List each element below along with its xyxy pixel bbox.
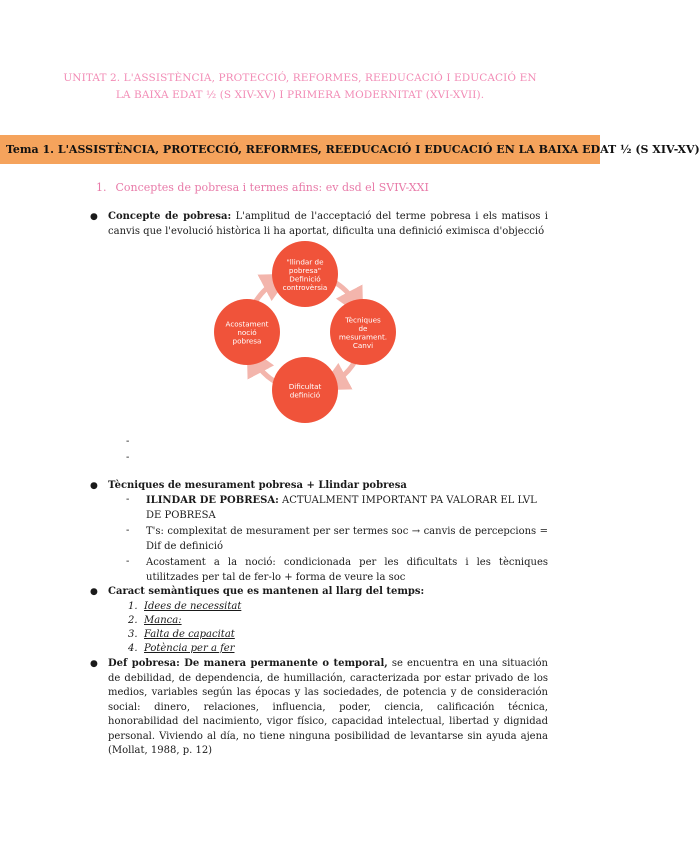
- unit-title-line-2: LA BAIXA EDAT ½ (S XIV-XV) I PRIMERA MODERNITAT (XVI-XVII).: [115, 89, 485, 101]
- caract-label: Caract semàntiques que es mantenen al llarg del temps:: [108, 586, 425, 597]
- tecniques-item-1-text: ACTUALMENT IMPORTANT PA VALORAR EL LVL DE POBRESA: [146, 495, 537, 521]
- unit-title-line-1: UNITAT 2. L'ASSISTÈNCIA, PROTECCIÓ, REFORMES, REEDUCACIÓ I EDUCACIÓ EN: [63, 72, 537, 84]
- unit-title: [60, 70, 540, 104]
- cycle-node-label: Acostament: [225, 319, 269, 329]
- dash-icon: -: [126, 494, 130, 505]
- cycle-node-label: Dificultat: [288, 381, 322, 391]
- cycle-node-label: mesurament.: [338, 332, 388, 342]
- cycle-node-label: pobresa: [232, 336, 262, 346]
- cycle-node-label: definició: [289, 390, 321, 400]
- concepte-label: Concepte de pobresa:: [108, 211, 232, 222]
- cycle-node: [330, 299, 396, 365]
- caract-item-1: [128, 600, 241, 615]
- tecniques-item-2: T's: complexitat de mesurament per ser termes soc → canvis de percepcions = Dif de definició: [146, 526, 548, 552]
- caract-item-1-num: 1.: [128, 601, 138, 612]
- cycle-node: [214, 299, 280, 365]
- caract-item-2-text: Manca:: [144, 615, 182, 626]
- caract-item-1-text: Idees de necessitat: [144, 601, 242, 612]
- cycle-node-label: noció: [237, 328, 257, 337]
- caract-item-3: [128, 628, 235, 643]
- caract-item-4-num: 4.: [128, 643, 138, 654]
- empty-dash-2: -: [126, 452, 130, 463]
- tema-heading-bar: Tema 1. L'ASSISTÈNCIA, PROTECCIÓ, REFORMES, REEDUCACIÓ I EDUCACIÓ EN LA BAIXA EDAT ½ (S XIV-XV): [0, 135, 600, 164]
- cycle-diagram: [200, 244, 410, 424]
- concepte-paragraph: [108, 210, 548, 239]
- tecniques-item-3: Acostament a la noció: condicionada per les dificultats i les tècniques utilitzades per tal de fer-lo + forma de veure la soc: [146, 557, 548, 583]
- bullet-icon: ●: [90, 212, 98, 222]
- cycle-node-label: "llindar de: [286, 257, 324, 267]
- tecniques-item-1: [146, 494, 548, 523]
- cycle-node-label: pobresa": [288, 265, 322, 275]
- cycle-node-label: Canvi: [352, 340, 374, 350]
- section-heading: [96, 181, 429, 194]
- def-label: Def pobresa: De manera permanente o temporal,: [108, 658, 388, 669]
- cycle-node: [272, 357, 338, 423]
- def-text: se encuentra en una situación de debilidad, de dependencia, de humillación, caracterizada por estar privado de los medios, variables según las épocas y las sociedades, de potencia y de consideración social: dinero, relaciones, influencia, poder, ciencia, calificación técnica, honorabilidad del nacimiento, vigor físico, capacidad intelectual, libertad y dignidad personal. Viviendo al día, no tiene ninguna posibilidad de levantarse sin ayuda ajena (Mollat, 1988, p. 12): [108, 658, 548, 756]
- cycle-node: [272, 241, 338, 307]
- cycle-node-label: controvèrsia: [282, 282, 328, 292]
- section-title: Conceptes de pobresa i termes afins: ev dsd el SVIV-XXI: [115, 181, 429, 194]
- section-number: 1.: [96, 181, 107, 194]
- cycle-node-label: Tècniques: [345, 315, 381, 325]
- caract-item-4-text: Potència per a fer: [144, 643, 235, 654]
- caract-item-3-num: 3.: [128, 629, 138, 640]
- caract-item-2: [128, 614, 182, 629]
- caract-item-2-num: 2.: [128, 615, 138, 626]
- dash-icon: -: [126, 525, 130, 536]
- dash-icon: -: [126, 556, 130, 567]
- bullet-icon: ●: [90, 659, 98, 669]
- tecniques-item-1-bold: ILINDAR DE POBRESA:: [146, 495, 279, 506]
- concepte-text: L'amplitud de l'acceptació del terme pobresa i els matisos i canvis que l'evolució històrica li ha aportat, dificulta una definició eximisca d'objecció: [108, 211, 549, 237]
- bullet-icon: ●: [90, 587, 98, 597]
- caract-item-3-text: Falta de capacitat: [144, 629, 235, 640]
- cycle-node-label: Definició: [289, 274, 321, 284]
- bullet-icon: ●: [90, 481, 98, 491]
- def-paragraph: [108, 657, 548, 759]
- cycle-node-label: de: [358, 323, 368, 333]
- tecniques-label: Tècniques de mesurament pobresa + Llindar pobresa: [108, 480, 407, 491]
- empty-dash-1: -: [126, 436, 130, 447]
- caract-item-4: [128, 642, 234, 657]
